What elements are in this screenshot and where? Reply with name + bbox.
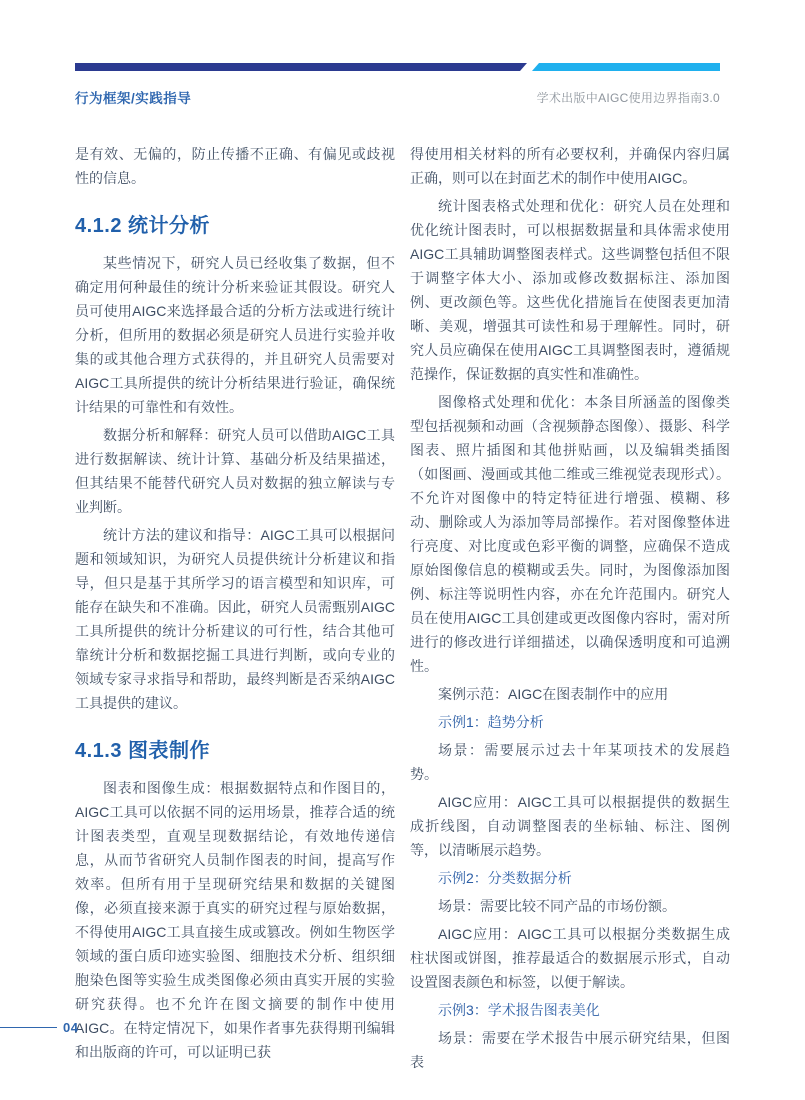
footer-rule [0, 1027, 57, 1028]
right-column [410, 142, 730, 1078]
paragraph: 数据分析和解释：研究人员可以借助AIGC工具进行数据解读、统计计算、基础分析及结果描述，但其结果不能替代研究人员对数据的独立解读与专业判断。 [75, 427, 395, 515]
left-column [75, 142, 395, 1068]
case-heading-example-1: 示例1：趋势分析 [438, 714, 544, 730]
section-heading-4-1-2: 4.1.2 统计分析 [75, 215, 211, 237]
paragraph-scene: 场景：需要展示过去十年某项技术的发展趋势。 [410, 742, 730, 782]
paragraph-aigc-application: AIGC应用：AIGC工具可以根据提供的数据生成折线图，自动调整图表的坐标轴、标注、图例等，以清晰展示趋势。 [410, 794, 730, 858]
case-heading-example-3: 示例3：学术报告图表美化 [438, 1002, 600, 1018]
page-footer [0, 1020, 78, 1035]
paragraph: 统计方法的建议和指导：AIGC工具可以根据问题和领域知识，为研究人员提供统计分析建议和指导，但只是基于其所学习的语言模型和知识库，可能存在缺失和不准确。因此，研究人员需甄别AIGC工具所提供的统计分析建议的可行性，结合其他可靠统计分析和数据挖掘工具进行判断，或向专业的领域专家寻求指导和帮助，最终判断是否采纳AIGC工具提供的建议。 [75, 527, 395, 711]
paragraph-scene: 场景：需要在学术报告中展示研究结果，但图表 [410, 1030, 730, 1070]
top-decor-bar-cyan [532, 63, 720, 71]
header-section-label: 行为框架/实践指导 [75, 91, 192, 106]
paragraph-continuation: 得使用相关材料的所有必要权利，并确保内容归属正确，则可以在封面艺术的制作中使用AIGC。 [410, 146, 730, 186]
paragraph-continuation: 是有效、无偏的，防止传播不正确、有偏见或歧视性的信息。 [75, 146, 395, 186]
paragraph: 统计图表格式处理和优化：研究人员在处理和优化统计图表时，可以根据数据量和具体需求使用AIGC工具辅助调整图表样式。这些调整包括但不限于调整字体大小、添加或修改数据标注、添加图例、更改颜色等。这些优化措施旨在使图表更加清晰、美观，增强其可读性和易于理解性。同时，研究人员应确保在使用AIGC工具调整图表时，遵循规范操作，保证数据的真实性和准确性。 [410, 198, 730, 382]
paragraph: 图表和图像生成：根据数据特点和作图目的，AIGC工具可以依据不同的运用场景，推荐合适的统计图表类型，直观呈现数据结论，有效地传递信息，从而节省研究人员制作图表的时间，提高写作效率。但所有用于呈现研究结果和数据的关键图像，必须直接来源于真实的研究过程与原始数据，不得使用AIGC工具直接生成或篡改。例如生物医学领域的蛋白质印迹实验图、细胞技术分析、组织细胞染色图等实验生成类图像必须由真实开展的实验研究获得。也不允许在图文摘要的制作中使用AIGC。在特定情况下，如果作者事先获得期刊编辑和出版商的许可，可以证明已获 [75, 780, 395, 1060]
paragraph-aigc-application: AIGC应用：AIGC工具可以根据分类数据生成柱状图或饼图，推荐最适合的数据展示形式，自动设置图表颜色和标签，以便于解读。 [410, 926, 730, 990]
paragraph: 某些情况下，研究人员已经收集了数据，但不确定用何种最佳的统计分析来验证其假设。研究人员可使用AIGC来选择最合适的分析方法或进行统计分析，但所用的数据必须是研究人员进行实验并收集的或其他合理方式获得的，并且研究人员需要对AIGC工具所提供的统计分析结果进行验证，确保统计结果的可靠性和有效性。 [75, 255, 395, 415]
section-heading-4-1-3: 4.1.3 图表制作 [75, 740, 211, 762]
page-number: 04 [63, 1020, 79, 1035]
top-decor-bar-dark [75, 63, 527, 71]
paragraph-scene: 场景：需要比较不同产品的市场份额。 [438, 898, 676, 914]
header-doc-title: 学术出版中AIGC使用边界指南3.0 [536, 91, 720, 105]
case-heading-example-2: 示例2：分类数据分析 [438, 870, 572, 886]
paragraph: 图像格式处理和优化：本条目所涵盖的图像类型包括视频和动画（含视频静态图像）、摄影、科学图表、照片插图和其他拼贴画，以及编辑类插图（如图画、漫画或其他二维或三维视觉表现形式）。不允许对图像中的特定特征进行增强、模糊、移动、删除或人为添加等局部操作。若对图像整体进行亮度、对比度或色彩平衡的调整，应确保不造成原始图像信息的模糊或丢失。同时，为图像添加图例、标注等说明性内容，亦在允许范围内。研究人员在使用AIGC工具创建或更改图像内容时，需对所进行的修改进行详细描述，以确保透明度和可追溯性。 [410, 394, 730, 674]
paragraph-case-intro: 案例示范：AIGC在图表制作中的应用 [438, 686, 669, 702]
